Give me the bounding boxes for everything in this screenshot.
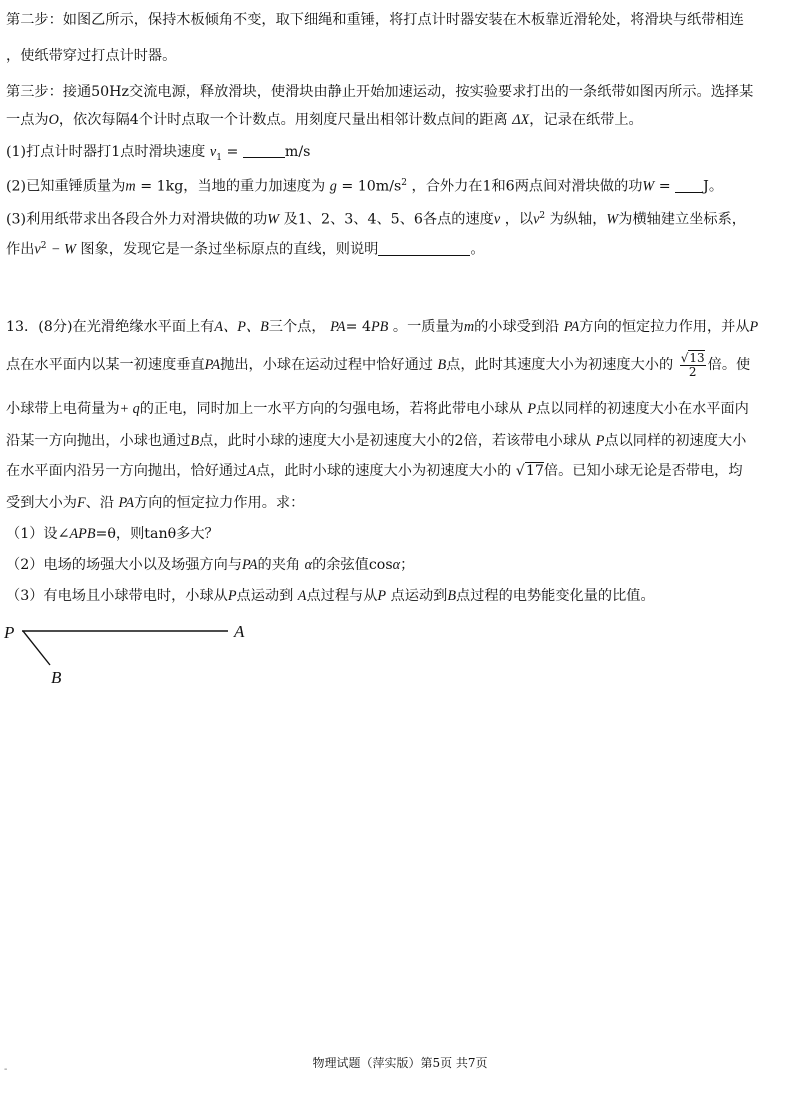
step3-line1: 第三步：接通50Hz交流电源，释放滑块，使滑块由静止开始加速运动，按实验要求打出的一条纸带如图丙所示。选择某: [6, 84, 754, 100]
problem-13-line6: 受到大小为F、沿 PA方向的恒定拉力作用。求：: [6, 495, 305, 511]
question-2: (2)已知重锤质量为m = 1kg，当地的重力加速度为 $g = 10m/s^2$ ，合外力在1和6两点间对滑块做的功W = J。: [6, 178, 724, 195]
figure-PAB: [0, 615, 280, 695]
label-A: A: [234, 622, 245, 641]
step2-line2: ，使纸带穿过打点计时器。: [6, 48, 177, 64]
label-P: P: [4, 623, 15, 642]
question-3-line1: (3)利用纸带求出各段合外力对滑块做的功W 及1、2、3、4、5、6各点的速度v ，以$v^2$ 为纵轴，W为横轴建立坐标系，: [6, 211, 746, 228]
question-3-line2: 作出$v^2 - W$ 图象，发现它是一条过坐标原点的直线，则说明 。: [6, 241, 485, 258]
problem-13-line4: 沿某一方向抛出，小球也通过B点，此时小球的速度大小是初速度大小的2倍，若该带电小球从 P点以同样的初速度大小: [6, 433, 747, 449]
answer-blank: [675, 178, 703, 193]
label-B: B: [51, 668, 62, 687]
fraction-sqrt13-over-2: $\frac{√13}{2}$: [680, 350, 705, 379]
sub-question-3: （3）有电场且小球带电时，小球从P点运动到 A点过程与从P 点运动到B点过程的电势能变化量的比值。: [6, 588, 655, 604]
answer-blank: [243, 143, 285, 158]
corner-mark: -: [4, 1064, 8, 1075]
page-footer: 物理试题（萍实版）第5页 共7页: [312, 1056, 488, 1070]
sqrt-17: √17: [515, 463, 544, 479]
step3-line2: 一点为O，依次每隔4个计时点取一个计数点。用刻度尺量出相邻计数点间的距离 ΔX，记录在纸带上。: [6, 112, 643, 128]
answer-blank: [378, 241, 470, 256]
problem-13-line5: 在水平面内沿另一方向抛出，恰好通过A点，此时小球的速度大小为初速度大小的 √17倍。已知小球无论是否带电，均: [6, 463, 743, 479]
question-1: (1)打点计时器打1点时滑块速度 $v_1 = m/s$: [6, 144, 311, 163]
segment-PB: [23, 631, 50, 665]
step2-line1: 第二步：如图乙所示，保持木板倾角不变，取下细绳和重锤，将打点计时器安装在木板靠近滑轮处，将滑块与纸带相连: [6, 12, 744, 28]
problem-13-line2: 点在水平面内以某一初速度垂直PA抛出，小球在运动过程中恰好通过 B点，此时其速度大小为初速度大小的 $\frac{√13}{2}$ 倍。使: [6, 350, 751, 379]
sub-question-1: （1）设∠APB=θ，则tanθ多大？: [6, 526, 219, 542]
sub-question-2: （2）电场的场强大小以及场强方向与PA的夹角 α的余弦值cosα；: [6, 557, 415, 573]
problem-13-line3: 小球带上电荷量为+ q的正电，同时加上一水平方向的匀强电场，若将此带电小球从 P点以同样的初速度大小在水平面内: [6, 401, 749, 417]
problem-13-line1: 13．(8分)在光滑绝缘水平面上有A、P、B三个点， PA= 4PB 。一质量为m的小球受到沿 PA方向的恒定拉力作用，并从P: [6, 319, 759, 335]
